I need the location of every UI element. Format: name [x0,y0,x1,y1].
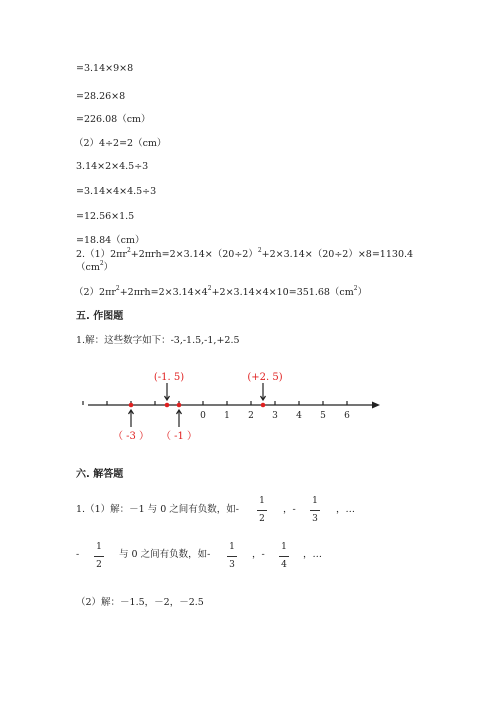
fraction [255,497,269,524]
number-line-tick-label: 2 [248,411,254,421]
calc-line-5: 3.14×2×4.5÷3 [76,161,149,172]
s6-q1a-prefix: 1.（1）解：－1 与 0 之间有负数，如- [76,504,239,515]
s6-q1b-prefix: - [76,549,80,560]
number-line-arrow-icon [372,402,380,409]
number-line-point-label: (+2. 5) [247,372,283,383]
fraction-denominator: 4 [281,560,287,570]
fraction-denominator: 2 [259,514,265,524]
s6-q1b-end: ，… [303,549,323,560]
calc-line-6: =3.14×4×4.5÷3 [76,186,157,197]
calc-line-2: =28.26×8 [76,91,126,102]
q2-line-3: $(2)2\pi r^2+2\pi rh=2\times 3.14\times 4^2+2\times 3.14\times 4\times 10=351.68(cm^2)$ [74,285,368,298]
pointer-arrow-icon [129,410,134,427]
s6-q2: （2）解：－1.5，－2，－2.5 [76,597,204,608]
number-line-point [177,403,182,408]
calc-line-7: =12.56×1.5 [76,211,135,222]
section-5-q1: 1.解：这些数字如下：-3,-1.5,-1,+2.5 [76,335,240,346]
fraction-numerator: 1 [281,542,287,552]
fraction [225,543,239,570]
s6-q1a-end: ，… [336,504,356,515]
fraction-numerator: 1 [259,496,265,506]
pointer-arrow-icon [261,383,266,400]
number-line-tick-label: 4 [296,411,302,421]
calc-line-8: =18.84（cm） [76,235,145,246]
number-line-tick-label: 6 [344,411,350,421]
s6-q1a-mid: ，- [283,504,296,515]
fraction [92,543,106,570]
section-5-title: 五. 作图题 [76,311,124,322]
fraction-bar [279,556,289,557]
number-line-point-label: (-1. 5) [153,372,185,383]
number-line-point [165,403,170,408]
number-line-point-label: （ -3 ） [112,431,150,442]
fraction [308,497,322,524]
q2-line-2: $(cm^2)$ [76,260,114,273]
number-line [80,368,390,448]
pointer-arrow-icon [165,383,170,400]
fraction-denominator: 2 [96,560,102,570]
q2-line-1: $2.(1)2\pi r^2+2\pi rh=2\times 3.14\times(20\div 2)^2+2\times 3.14\times(20\div 2)\times 8=1130.4$ [76,247,414,260]
fraction-numerator: 1 [96,542,102,552]
fraction-bar [227,556,237,557]
fraction-numerator: 1 [312,496,318,506]
fraction-bar [94,556,104,557]
fraction-bar [310,510,320,511]
number-line-tick-label: 3 [272,411,278,421]
number-line-point-label: （ -1 ） [160,431,198,442]
calc-line-1: =3.14×9×8 [76,63,134,74]
number-line-tick-label: 0 [200,411,206,421]
s6-q1b-mid: ，- [252,549,265,560]
fraction-denominator: 3 [312,514,318,524]
pointer-arrow-icon [177,410,182,427]
number-line-point [129,403,134,408]
fraction [277,543,291,570]
fraction-denominator: 3 [229,560,235,570]
number-line-point [261,403,266,408]
number-line-tick-label: 5 [320,411,326,421]
number-line-tick-label: 1 [224,411,230,421]
calc-line-3: =226.08（cm） [76,114,151,125]
section-6-title: 六. 解答题 [76,469,124,480]
s6-q1b-text: 与 0 之间有负数，如- [119,549,211,560]
fraction-numerator: 1 [229,542,235,552]
fraction-bar [257,510,267,511]
calc-line-4: （2）4÷2=2（cm） [74,138,167,149]
